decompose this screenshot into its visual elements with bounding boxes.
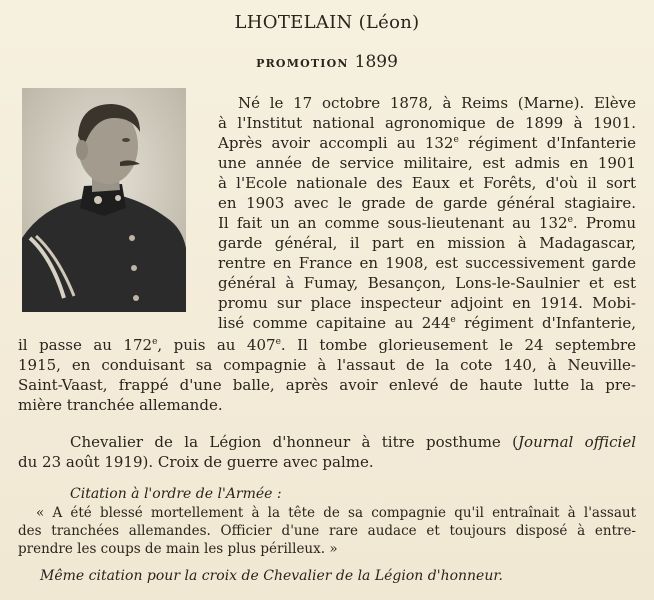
bio-line-11: promu sur place inspecteur adjoint en 1914. Mobi- bbox=[218, 294, 636, 312]
bio-line-14: 1915, en conduisant sa compagnie à l'assaut de la cote 140, à Neuville- bbox=[18, 356, 636, 374]
portrait-photo bbox=[22, 88, 186, 312]
promotion-label: PROMOTION bbox=[256, 57, 349, 70]
citation-line-2: des tranchées allemandes. Officier d'une rare audace et toujours disposé à entre- bbox=[18, 523, 636, 539]
bio-line-4: une année de service militaire, est admis en 1901 bbox=[218, 154, 636, 172]
bio-line-12: lisé comme capitaine au 244e régiment d'Infanterie, bbox=[218, 314, 637, 332]
citation-line-1: « A été blessé mortellement à la tête de sa compagnie qu'il entraînait à l'assaut bbox=[36, 505, 636, 521]
bio-line-8: garde général, il part en mission à Madagascar, bbox=[218, 234, 636, 252]
bio-line-16: mière tranchée allemande. bbox=[18, 396, 223, 414]
citation-line-3: prendre les coups de main les plus périlleux. » bbox=[18, 541, 338, 557]
honors-line-1: Chevalier de la Légion d'honneur à titre posthume (Journal officiel bbox=[70, 433, 636, 451]
bio-line-15: Saint-Vaast, frappé d'une balle, après avoir enlevé de haute lutte la pre- bbox=[18, 376, 636, 394]
bio-line-3: Après avoir accompli au 132e régiment d'Infanterie bbox=[218, 134, 636, 152]
bio-line-5: à l'Ecole nationale des Eaux et Forêts, d'où il sort bbox=[218, 174, 636, 192]
page-title: LHOTELAIN (Léon) bbox=[234, 12, 420, 33]
bio-line-10: général à Fumay, Besançon, Lons-le-Saulnier et est bbox=[218, 274, 636, 292]
bio-line-2: à l'Institut national agronomique de 1899 à 1901. bbox=[218, 114, 636, 132]
honors-line-2: du 23 août 1919). Croix de guerre avec palme. bbox=[18, 453, 374, 471]
citation-label: Citation à l'ordre de l'Armée : bbox=[70, 486, 282, 502]
promotion-year: 1899 bbox=[354, 52, 398, 72]
bio-line-1: Né le 17 octobre 1878, à Reims (Marne). Elève bbox=[238, 94, 636, 112]
bio-line-7: Il fait un an comme sous-lieutenant au 132e. Promu bbox=[218, 214, 636, 232]
promotion-line bbox=[0, 52, 654, 72]
bio-line-9: rentre en France en 1908, est successivement garde bbox=[218, 254, 636, 272]
final-note: Même citation pour la croix de Chevalier de la Légion d'honneur. bbox=[40, 568, 503, 584]
portrait-image bbox=[22, 88, 186, 312]
bio-line-13: il passe au 172e, puis au 407e. Il tombe glorieusement le 24 septembre bbox=[18, 336, 636, 354]
bio-line-6: en 1903 avec le grade de garde général stagiaire. bbox=[218, 194, 636, 212]
